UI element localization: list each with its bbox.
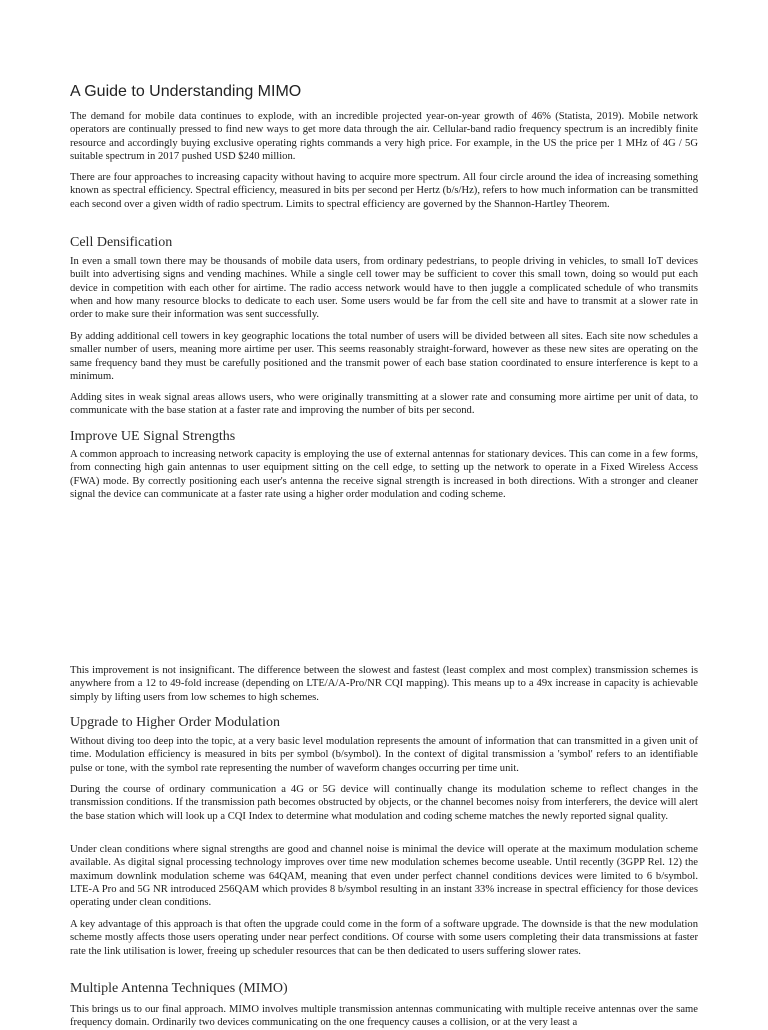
- modulation-paragraph-3: Under clean conditions where signal strengths are good and channel noise is minimal the device will operate at the maximum modulation scheme available. As digital signal processing technology improves over time new modulation schemes become useable. Until recently (3GPP Rel. 12) the maximum downlink modulation scheme was 64QAM, meaning that even under perfect channel conditions devices were limited to 6 b/symbol. LTE-A Pro and 5G NR introduced 256QAM which provides 8 b/symbol resulting in an instant 33% increase in spectral efficiency for those devices operating under clean conditions.: [70, 844, 698, 909]
- heading-improve-ue: Improve UE Signal Strengths: [70, 429, 236, 444]
- cell-densification-paragraph-2: By adding additional cell towers in key geographic locations the total number of users will be divided between all sites. Each site now schedules a smaller number of users, meaning more airtime per user. This seems reasonably straight-forward, however as these new sites are operating on the same frequency band they must be carefully positioned and the transmit power of each base station coordinated to ensure interference is kept to a minimum.: [70, 331, 698, 382]
- mimo-paragraph-1: This brings us to our final approach. MIMO involves multiple transmission antennas communicating with multiple receive antennas over the same frequency domain. Ordinarily two devices communicating on the one frequency causes a collision, or at the very least a: [70, 1004, 698, 1029]
- heading-modulation: Upgrade to Higher Order Modulation: [70, 715, 280, 730]
- improve-ue-paragraph-2: This improvement is not insignificant. The difference between the slowest and fastest (least complex and most complex) transmission schemes is anywhere from a 12 to 49-fold increase (depending on LTE/A/A-Pro/NR CQI mapping). This means up to a 49x increase in capacity is achievable simply by lifting users from low schemes to high schemes.: [70, 665, 698, 703]
- improve-ue-paragraph-1: A common approach to increasing network capacity is employing the use of external antennas for stationary devices. This can come in a few forms, from connecting high gain antennas to user equipment sitting on the cell edge, to setting up the network to operate in a Fixed Wireless Access (FWA) mode. By correctly positioning each user's antenna the receive signal strength is increased in both directions. With a stronger and cleaner signal the device can communicate at a faster rate using a higher order modulation and coding scheme.: [70, 449, 698, 500]
- heading-mimo: Multiple Antenna Techniques (MIMO): [70, 981, 288, 996]
- document-title: A Guide to Understanding MIMO: [70, 83, 302, 100]
- modulation-paragraph-2: During the course of ordinary communication a 4G or 5G device will continually change its modulation scheme to reflect changes in the transmission conditions. If the transmission path becomes obstructed by objects, or the channel becomes noisy from interferers, the device will alert the base station which will look up a CQI Index to determine what modulation and coding scheme matches the newly reported signal quality.: [70, 784, 698, 822]
- intro-paragraph-2: There are four approaches to increasing capacity without having to acquire more spectrum. All four circle around the idea of increasing something known as spectral efficiency. Spectral efficiency, measured in bits per second per Hertz (b/s/Hz), refers to how much information can be transmitted each second over a given width of radio spectrum. Limits to spectral efficiency are governed by the Shannon-Hartley Theorem.: [70, 172, 698, 210]
- modulation-paragraph-1: Without diving too deep into the topic, at a very basic level modulation represents the amount of information that can transmitted in a given unit of time. Modulation efficiency is measured in bits per symbol (b/symbol). In the context of digital transmission a 'symbol' refers to an identifiable pulse or tone, with the symbol rate representing the number of waveform changes occurring per time unit.: [70, 736, 698, 774]
- cell-densification-paragraph-1: In even a small town there may be thousands of mobile data users, from ordinary pedestrians, to people driving in vehicles, to small IoT devices built into advertising signs and vending machines. While a single cell tower may be sufficient to cover this small town, doing so would put each device in competition with each other for airtime. The radio access network would have to then juggle a complicated schedule of who transmits when and how many resource blocks to dedicate to each user. Some users would be far from the cell site and have to transmit at a slower rate in order to make sure their information was sent successfully.: [70, 256, 698, 321]
- figure-placeholder: [70, 520, 698, 660]
- intro-paragraph-1: The demand for mobile data continues to explode, with an incredible projected year-on-year growth of 46% (Statista, 2019). Mobile network operators are continually pressed to find new ways to get more data through the air. Cellular-band radio frequency spectrum is an incredibly finite resource and accordingly buying exclusive operating rights commands a very high price. For example, in the US the price per 1 MHz of 4G / 5G suitable spectrum in 2017 pushed USD $240 million.: [70, 111, 698, 162]
- cell-densification-paragraph-3: Adding sites in weak signal areas allows users, who were originally transmitting at a slower rate and consuming more airtime per unit of data, to communicate with the base station at a faster rate and improving the number of bits per second.: [70, 392, 698, 417]
- heading-cell-densification: Cell Densification: [70, 235, 173, 250]
- modulation-paragraph-4: A key advantage of this approach is that often the upgrade could come in the form of a software upgrade. The downside is that the new modulation scheme mostly affects those users operating under near perfect conditions. Of course with some users completing their data transmissions at faster rate the link utilisation is lower, freeing up scheduler resources that can be then dedicated to users suffering slower rates.: [70, 919, 698, 957]
